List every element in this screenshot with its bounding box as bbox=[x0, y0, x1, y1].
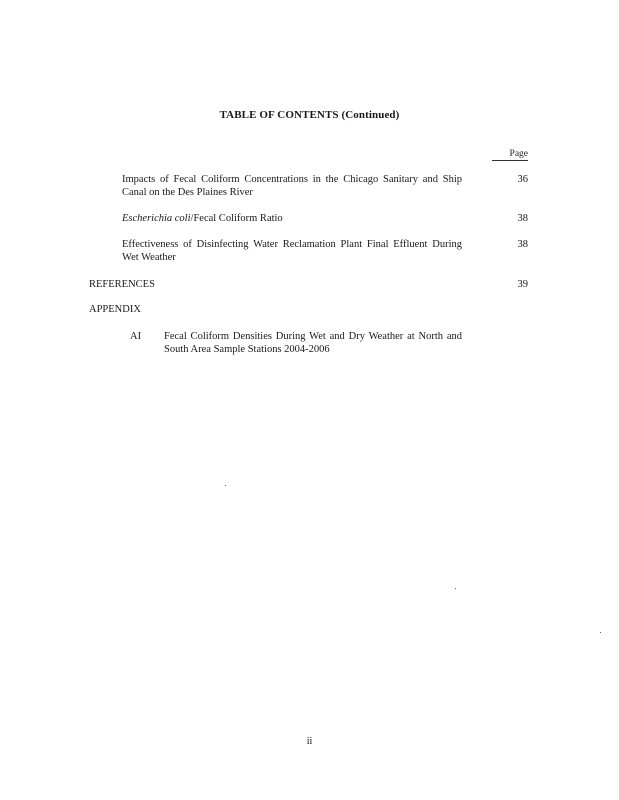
references-label: REFERENCES bbox=[89, 279, 155, 290]
toc-entry-page: 38 bbox=[517, 213, 528, 224]
appendix-label: APPENDIX bbox=[89, 304, 141, 315]
toc-entry-page: 38 bbox=[517, 239, 528, 250]
toc-entry-text-rest: /Fecal Coliform Ratio bbox=[190, 213, 283, 224]
toc-entry-text: Impacts of Fecal Coliform Concentrations in the Chicago Sanitary and Ship Canal on the Des Plaines River bbox=[122, 174, 462, 198]
toc-entry-page: 36 bbox=[517, 174, 528, 185]
toc-entry-text: Effectiveness of Disinfecting Water Reclamation Plant Final Effluent During Wet Weather bbox=[122, 239, 462, 263]
references-page: 39 bbox=[517, 279, 528, 290]
toc-entry-text-italic: Escherichia coli bbox=[122, 213, 191, 224]
scan-speck bbox=[455, 588, 456, 589]
appendix-heading bbox=[89, 303, 289, 316]
appendix-item-id: AI bbox=[130, 331, 142, 342]
scan-speck bbox=[600, 632, 601, 633]
scan-speck bbox=[225, 485, 226, 486]
toc-title: TABLE OF CONTENTS (Continued) bbox=[219, 109, 400, 121]
page-column-header: Page bbox=[492, 149, 528, 161]
page-number-footer: ii bbox=[306, 736, 313, 747]
toc-entry-text bbox=[122, 212, 283, 225]
appendix-item-text: Fecal Coliform Densities During Wet and Dry Weather at North and South Area Sample Stations 2004-2006 bbox=[164, 331, 462, 355]
references-heading bbox=[89, 278, 289, 291]
